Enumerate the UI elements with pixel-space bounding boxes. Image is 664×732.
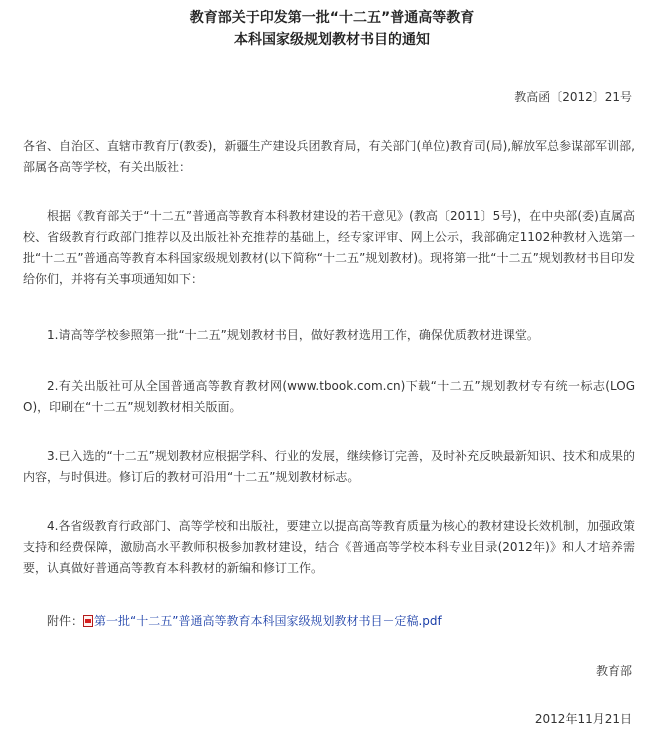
document-title-line-1: 教育部关于印发第一批“十二五”普通高等教育 [189, 10, 475, 26]
notice-item-2: 2.有关出版社可从全国普通高等教育教材网(www.tbook.com.cn)下载“十二五”规划教材专有统一标志(LOGO)，印刷在“十二五”规划教材相关版面。 [23, 379, 635, 414]
attachment-link[interactable] [83, 614, 442, 628]
document-title-line-2: 本科国家级规划教材书目的通知 [234, 32, 430, 48]
issue-date: 2012年11月21日 [534, 712, 632, 726]
notice-item-1: 1.请高等学校参照第一批“十二五”规划教材书目，做好教材选用工作，确保优质教材进课堂。 [47, 328, 539, 342]
attachment-link-text[interactable]: 第一批“十二五”普通高等教育本科国家级规划教材书目－定稿.pdf [94, 614, 442, 628]
attachment-label: 附件： [47, 614, 84, 628]
pdf-icon [83, 615, 93, 627]
intro-paragraph: 根据《教育部关于“十二五”普通高等教育本科教材建设的若干意见》(教高〔2011〕5号)，在中央部(委)直属高校、省级教育行政部门推荐以及出版社补充推荐的基础上，经专家评审、网上公示，我部确定1102种教材入选第一批“十二五”普通高等教育本科国家级规划教材(以下简称“十二五”规划教材)。现将第一批“十二五”规划教材书目印发给你们，并将有关事项通知如下： [23, 209, 635, 286]
signer: 教育部 [595, 664, 632, 678]
notice-item-3: 3.已入选的“十二五”规划教材应根据学科、行业的发展，继续修订完善，及时补充反映最新知识、技术和成果的内容，与时俱进。修订后的教材可沿用“十二五”规划教材标志。 [23, 449, 635, 484]
addressee-paragraph: 各省、自治区、直辖市教育厅(教委)，新疆生产建设兵团教育局，有关部门(单位)教育司(局),解放军总参谋部军训部,部属各高等学校，有关出版社： [23, 139, 635, 174]
notice-item-4: 4.各省级教育行政部门、高等学校和出版社，要建立以提高高等教育质量为核心的教材建设长效机制，加强政策支持和经费保障，激励高水平教师积极参加教材建设，结合《普通高等学校本科专业目录(2012年)》和人才培养需要，认真做好普通高等教育本科教材的新编和修订工作。 [23, 519, 635, 575]
document-number: 教高函〔2012〕21号 [514, 90, 632, 104]
attachment-line [47, 611, 442, 631]
